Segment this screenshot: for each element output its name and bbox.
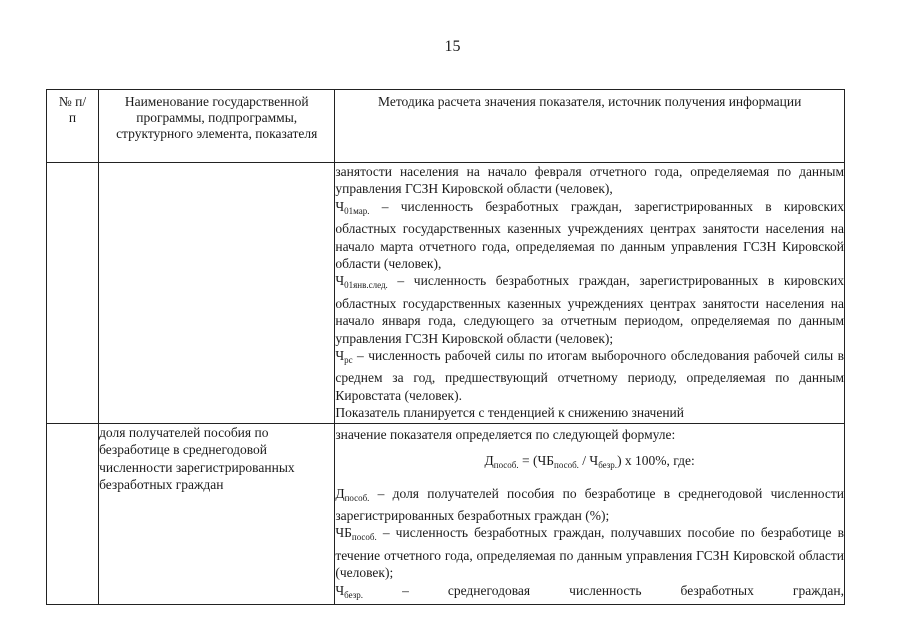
- row2-method-cell: [335, 423, 845, 604]
- page-number: 15: [444, 38, 461, 55]
- row1-num-cell: [47, 163, 99, 424]
- header-method: Методика расчета значения показателя, источник получения информации: [335, 90, 845, 163]
- definition-ch01jan: $Ч_{01янв.след.}$ – численность безработных граждан, зарегистрированных в кировских областных государственных казенных учреждениях центрах занятости населения на начало января года, следующего за отчетным периодом, определяемая по данным управления ГСЗН Кировской области (человек);: [335, 273, 844, 346]
- table-row: [47, 163, 845, 424]
- row1-name-cell: [99, 163, 335, 424]
- definition-chrs: $Ч_{рс}$ – численность рабочей силы по итогам выборочного обследования рабочей силы в среднем за год, предшествующий отчетному периоду, определяемая по данным Кировстата (человек).: [335, 348, 844, 403]
- table-header-row: [47, 90, 845, 163]
- header-name: Наименование государственной программы, подпрограммы, структурного элемента, показателя: [99, 90, 335, 163]
- definition-dposob: $Д_{пособ.}$ – доля получателей пособия по безработице в среднегодовой численности зарегистрированных безработных граждан (%);: [335, 485, 844, 523]
- definition-chbposob: $ЧБ_{пособ.}$ – численность безработных граждан, получавших пособие по безработице в течение отчетного года, определяемая по данным управления ГСЗН Кировской области (человек);: [335, 525, 844, 581]
- row2-num-cell: [47, 423, 99, 604]
- formula-intro: значение показателя определяется по следующей формуле:: [335, 426, 676, 442]
- definition-ch01mar: $Ч_{01мар.}$ – численность безработных граждан, зарегистрированных в кировских областных государственных казенных учреждениях центрах занятости населения на начало марта отчетного года, определяемая по данным управления ГСЗН Кировской области (человек),: [335, 198, 844, 272]
- method-paragraph: занятости населения на начало февраля отчетного года, определяемая по данным управления ГСЗН Кировской области (человек),: [335, 164, 844, 197]
- definition-chbezr: $Ч_{безр.}$ – среднегодовая численность безработных граждан,: [335, 582, 844, 600]
- trend-note: Показатель планируется с тенденцией к снижению значений: [335, 405, 685, 421]
- indicator-table: [46, 89, 845, 605]
- header-num: № п/п: [47, 90, 99, 163]
- indicator-name: доля получателей пособия по безработице в среднегодовой численности зарегистрированных безработных граждан: [99, 423, 335, 604]
- row1-method-cell: [335, 163, 845, 424]
- formula: $Д_{пособ.} = (ЧБ_{пособ.} / Ч_{безр.})$ х 100%, где:: [484, 453, 695, 471]
- table-row: [47, 423, 845, 604]
